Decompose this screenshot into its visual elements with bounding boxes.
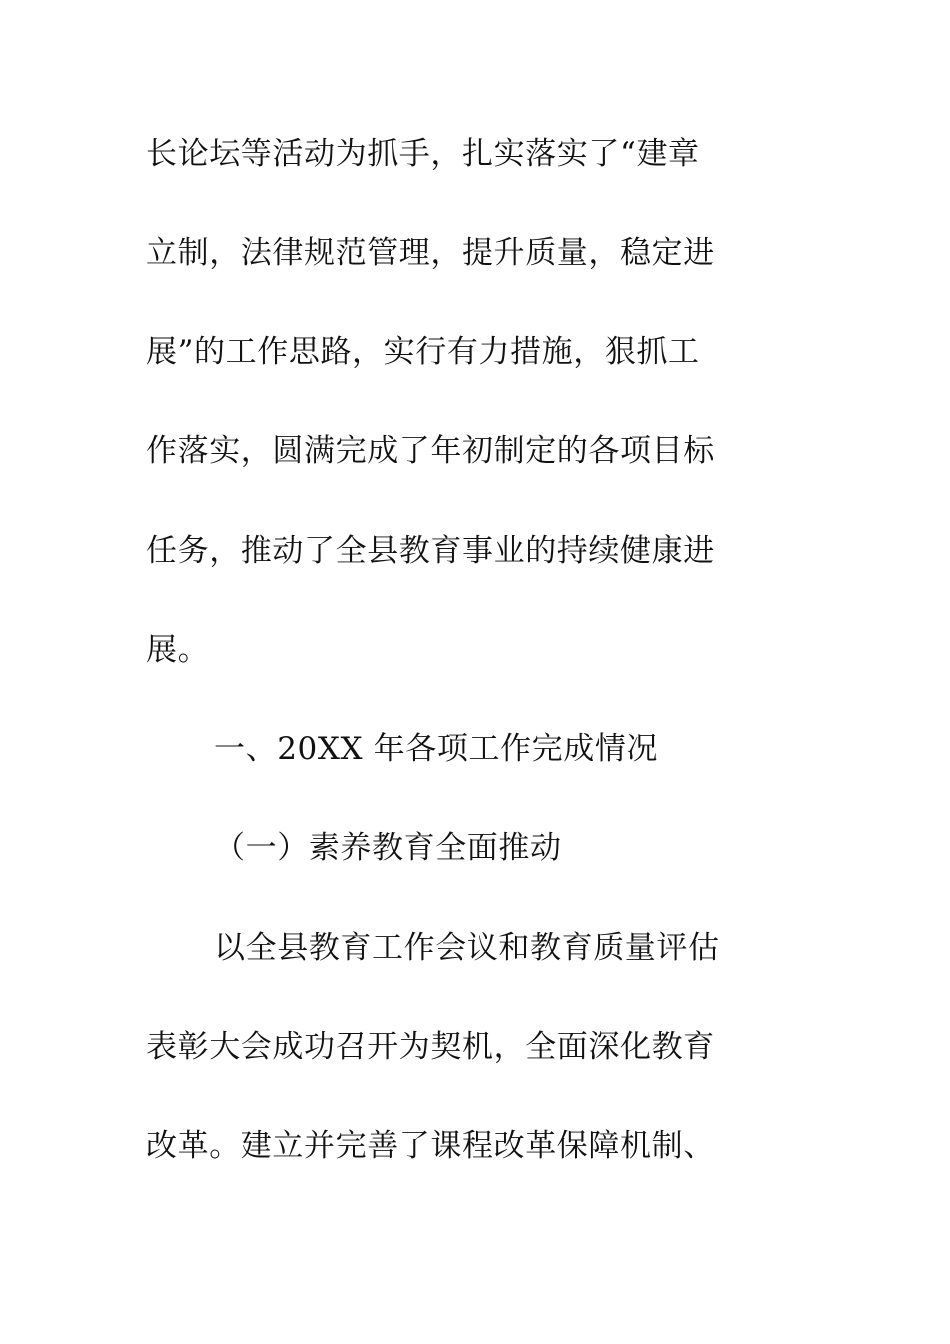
paragraph-line: 长论坛等活动为抓手，扎实落实了“建章 [146, 136, 700, 172]
paragraph-line: 立制，法律规范管理，提升质量，稳定进 [146, 235, 715, 271]
paragraph-line: 改革。建立并完善了课程改革保障机制、 [146, 1128, 715, 1164]
paragraph-line: 展”的工作思路，实行有力措施，狠抓工 [146, 334, 700, 370]
paragraph-line: 任务，推动了全县教育事业的持续健康进 [146, 533, 715, 569]
section-heading: 一、20XX 年各项工作完成情况 [214, 731, 659, 767]
paragraph-line: 作落实，圆满完成了年初制定的各项目标 [146, 433, 715, 469]
paragraph-line: 以全县教育工作会议和教育质量评估 [214, 930, 720, 966]
paragraph-line: 表彰大会成功召开为契机，全面深化教育 [146, 1029, 715, 1065]
paragraph-line: 展。 [146, 632, 210, 668]
subsection-heading: （一）素养教育全面推动 [214, 830, 562, 866]
